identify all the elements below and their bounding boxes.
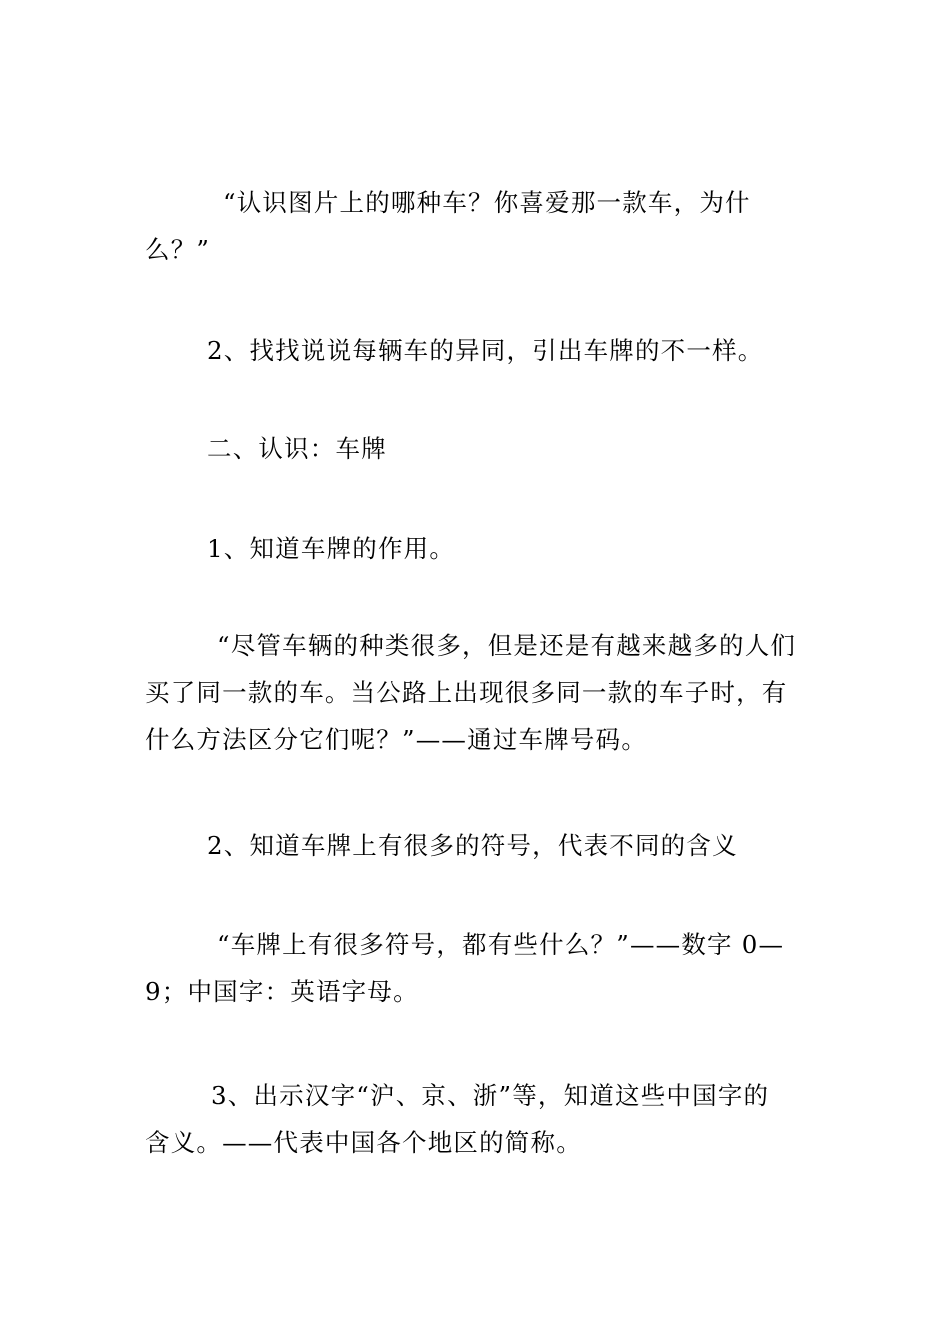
text-line: “认识图片上的哪种车？你喜爱那一款车，为什: [223, 188, 751, 217]
text-line: “尽管车辆的种类很多，但是还是有越来越多的人们: [217, 631, 797, 660]
text-line: 2、找找说说每辆车的异同，引出车牌的不一样。: [207, 336, 764, 365]
paragraph-question-distinguish-cars: [145, 622, 810, 763]
text-line: “车牌上有很多符号，都有些什么？”——数字 0—: [217, 930, 785, 959]
text-line: 二、认识：车牌: [207, 434, 387, 463]
text-line: 9；中国字：英语字母。: [145, 977, 419, 1006]
paragraph-step-compare-cars: [145, 327, 810, 374]
text-line: 买了同一款的车。当公路上出现很多同一款的车子时，有: [145, 678, 788, 707]
paragraph-step-plate-purpose: [145, 525, 810, 572]
section-heading-license-plate: [145, 425, 810, 472]
paragraph-step-plate-symbols: [145, 822, 810, 869]
text-line: 2、知道车牌上有很多的符号，代表不同的含义: [207, 831, 738, 860]
paragraph-step-region-characters: [145, 1072, 810, 1166]
paragraph-question-favorite-car: [145, 179, 810, 273]
text-line: 3、出示汉字“沪、京、浙”等，知道这些中国字的: [211, 1081, 770, 1110]
text-line: 么？”: [145, 235, 211, 264]
text-line: 1、知道车牌的作用。: [207, 534, 456, 563]
text-line: 含义。——代表中国各个地区的简称。: [145, 1128, 582, 1157]
paragraph-question-symbols: [145, 921, 810, 1015]
text-line: 什么方法区分它们呢？”——通过车牌号码。: [145, 725, 648, 754]
